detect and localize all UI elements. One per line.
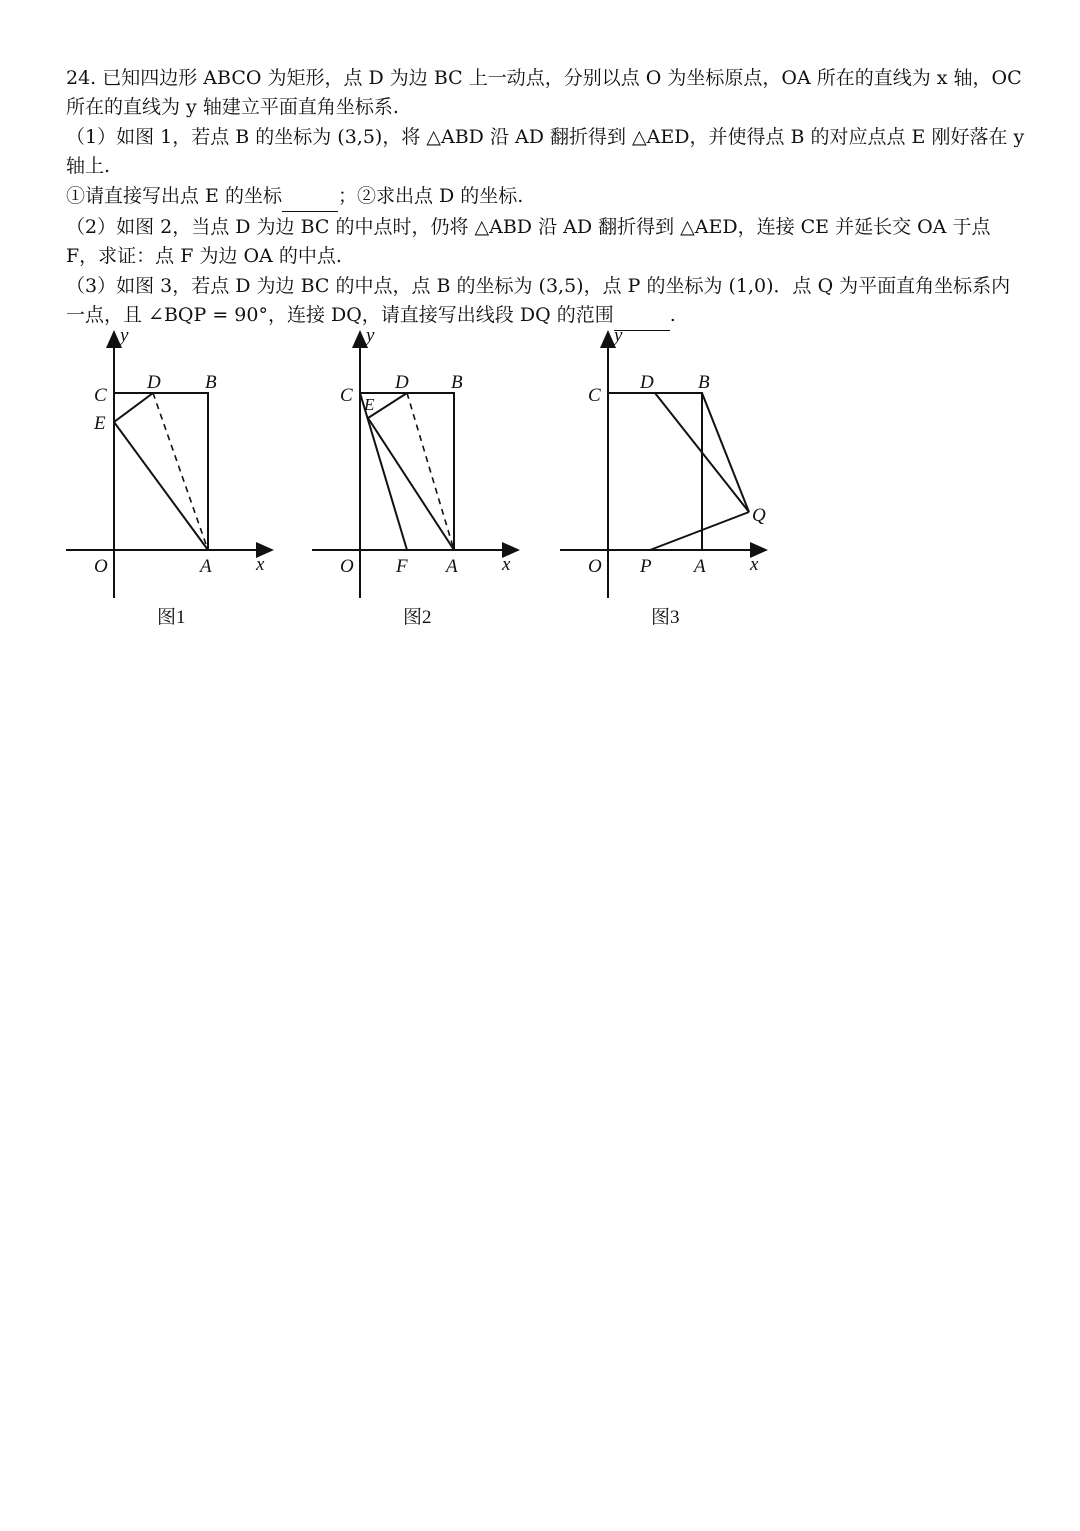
segment-pq xyxy=(650,512,749,550)
part-1-question-b: ；②求出点 D 的坐标. xyxy=(337,185,524,207)
label-b: B xyxy=(698,372,710,393)
label-p: P xyxy=(640,556,652,577)
label-x: x xyxy=(502,554,511,575)
segment-ea xyxy=(114,422,208,550)
figure-2 xyxy=(306,326,526,628)
label-x: x xyxy=(750,554,759,575)
figure-3 xyxy=(554,326,794,628)
label-c: C xyxy=(340,385,353,406)
label-a: A xyxy=(694,556,706,577)
label-a: A xyxy=(200,556,212,577)
label-q: Q xyxy=(752,505,766,526)
part-1-text: （1）如图 1，若点 B 的坐标为 (3,5)，将 △ABD 沿 AD 翻折得到 △AED，并使得点 B 的对应点点 E 刚好落在 y 轴上. xyxy=(66,126,1025,177)
segment-ea xyxy=(368,418,454,550)
label-y: y xyxy=(366,326,375,346)
label-a: A xyxy=(446,556,458,577)
label-c: C xyxy=(94,385,107,406)
label-b: B xyxy=(205,372,217,393)
part-2-text: （2）如图 2，当点 D 为边 BC 的中点时，仍将 △ABD 沿 AD 翻折得到 △AED，连接 CE 并延长交 OA 于点 F，求证：点 F 为边 OA 的中点. xyxy=(66,216,991,267)
segment-ad-dashed xyxy=(153,393,208,550)
figure-1-caption: 图1 xyxy=(157,607,186,628)
label-e: E xyxy=(94,413,106,434)
label-x: x xyxy=(256,554,265,575)
rect-cb-ba xyxy=(360,393,454,550)
part-3-text xyxy=(66,272,1026,331)
figure-3-diagram xyxy=(554,326,794,606)
segment-ed xyxy=(114,393,153,422)
label-o: O xyxy=(94,556,108,577)
label-y: y xyxy=(120,326,129,346)
part-3-end: . xyxy=(669,304,676,326)
segment-ad-dashed xyxy=(407,393,454,550)
segment-cf xyxy=(360,393,407,550)
problem-text xyxy=(66,64,1026,332)
label-b: B xyxy=(451,372,463,393)
part-3-question: （3）如图 3，若点 D 为边 BC 的中点，点 B 的坐标为 (3,5)，点 P 的坐标为 (1,0)．点 Q 为平面直角坐标系内一点，且 ∠BQP = 90°，连接 DQ，请直接写出线段 DQ 的范围 xyxy=(66,275,1011,326)
label-y: y xyxy=(614,326,623,346)
label-c: C xyxy=(588,385,601,406)
label-d: D xyxy=(395,372,409,393)
label-d: D xyxy=(640,372,654,393)
figure-1-diagram xyxy=(60,326,280,606)
figure-2-caption: 图2 xyxy=(403,607,432,628)
part-1-questions xyxy=(66,182,1026,212)
answer-blank-1 xyxy=(282,182,338,212)
part-1-question-a: ①请直接写出点 E 的坐标 xyxy=(66,185,282,207)
figure-1 xyxy=(60,326,280,628)
rect-cb-ba xyxy=(608,393,702,550)
label-d: D xyxy=(147,372,161,393)
label-e: E xyxy=(364,395,375,414)
label-f: F xyxy=(396,556,408,577)
label-o: O xyxy=(588,556,602,577)
figure-3-caption: 图3 xyxy=(651,607,680,628)
figure-2-diagram xyxy=(306,326,526,606)
label-o: O xyxy=(340,556,354,577)
segment-bq xyxy=(702,393,749,512)
problem-intro: 24. 已知四边形 ABCO 为矩形，点 D 为边 BC 上一动点，分别以点 O 为坐标原点，OA 所在的直线为 x 轴，OC 所在的直线为 y 轴建立平面直角坐标系. xyxy=(66,67,1022,118)
